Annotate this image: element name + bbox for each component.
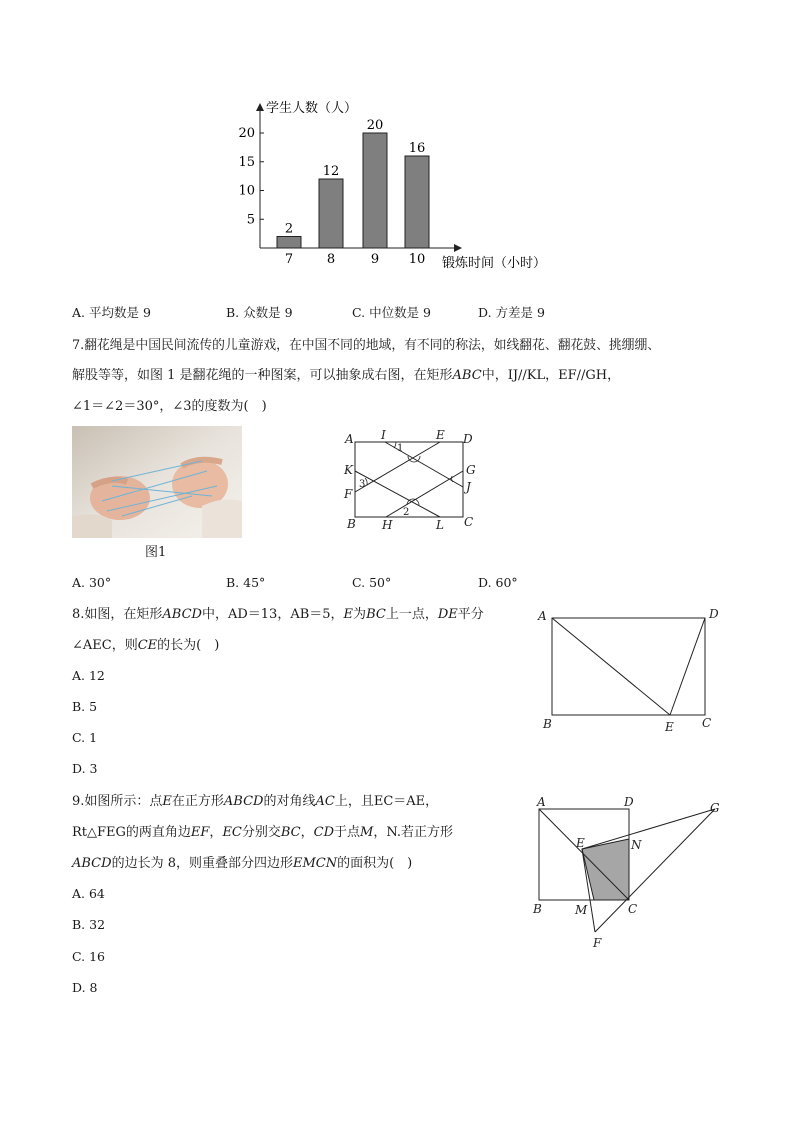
q8-option-d: D. 3 — [72, 761, 98, 776]
label-b: B — [347, 517, 356, 531]
bar-value-label: 2 — [284, 221, 294, 237]
y-tick-label: 10 — [238, 183, 255, 199]
q7-line-1: 7.翻花绳是中国民间流传的儿童游戏，在中国不同的地域，有不同的称法，如线翻花、翻花鼓、挑绷绷、 — [72, 338, 661, 353]
label-c: C — [464, 515, 474, 529]
label-g: G — [466, 463, 476, 477]
rectangle-abcd — [552, 618, 705, 715]
q7-line-2: 解股等等，如图 1 是翻花绳的一种图案，可以抽象成右图，在矩形ABC中，IJ//KL，EF//GH， — [72, 368, 621, 383]
label-i: I — [381, 428, 386, 442]
q9-option-a: A. 64 — [72, 886, 105, 901]
x-axis-label: 锻炼时间（小时） — [442, 256, 547, 271]
q9-line-2: Rt△FEG的两直角边EF，EC分别交BC，CD于点M，N.若正方形 — [72, 825, 454, 840]
q8-figure — [535, 603, 730, 738]
segment-ae — [552, 618, 670, 715]
label-n: N — [631, 838, 642, 852]
q8-option-c: C. 1 — [72, 730, 98, 745]
label-d: D — [709, 607, 719, 621]
bar-9 — [363, 133, 387, 248]
photo-caption: 图1 — [145, 545, 167, 560]
label-b: B — [543, 717, 552, 731]
q9-line-3: ABCD的边长为 8，则重叠部分四边形EMCN的面积为( ) — [72, 856, 413, 871]
q7-option-b: B. 45° — [226, 575, 266, 590]
x-tick-label: 9 — [370, 252, 380, 267]
y-tick-label: 5 — [246, 212, 255, 228]
bar-value-label: 20 — [366, 118, 384, 133]
x-tick-label: 10 — [408, 252, 426, 267]
y-tick-label: 20 — [238, 126, 255, 141]
y-tick-label: 15 — [238, 154, 255, 170]
q8-option-b: B. 5 — [72, 699, 98, 714]
q7-option-d: D. 60° — [478, 575, 518, 590]
bar-7 — [277, 237, 301, 249]
label-d: D — [624, 795, 634, 809]
q9-option-c: C. 16 — [72, 949, 105, 964]
label-e: E — [665, 720, 674, 734]
q7-line-3: ∠1＝∠2＝30°，∠3的度数为( ) — [72, 399, 267, 414]
label-f: F — [344, 487, 353, 501]
q8-line-2: ∠AEC，则CE的长为( ) — [72, 638, 220, 653]
angle-2: 2 — [403, 507, 410, 518]
q7-figure — [340, 426, 480, 536]
q9-option-b: B. 32 — [72, 917, 106, 932]
x-tick-label: 7 — [284, 252, 294, 267]
bar-chart — [230, 95, 570, 280]
q9-figure — [530, 793, 730, 953]
label-h: H — [382, 518, 393, 532]
label-a: A — [538, 609, 547, 623]
q7-option-c: C. 50° — [352, 575, 392, 590]
q6-option-c: C. 中位数是 9 — [352, 305, 431, 320]
q6-option-b: B. 众数是 9 — [226, 305, 293, 320]
label-f: F — [593, 936, 602, 950]
x-tick-label: 8 — [326, 252, 336, 267]
q7-option-a: A. 30° — [72, 575, 112, 590]
q8-line-1: 8.如图，在矩形ABCD中，AD＝13，AB＝5，E为BC上一点，DE平分 — [72, 607, 484, 622]
angle-1: 1 — [397, 443, 404, 454]
q9-option-d: D. 8 — [72, 980, 98, 995]
bar-value-label: 16 — [408, 141, 426, 156]
label-l: L — [436, 518, 444, 532]
label-g: G — [710, 801, 720, 815]
q6-option-d: D. 方差是 9 — [478, 305, 545, 320]
label-m: M — [575, 903, 588, 917]
label-e: E — [576, 836, 585, 850]
label-a: A — [537, 795, 546, 809]
label-j: J — [466, 480, 471, 494]
bar-8 — [319, 179, 343, 248]
angle-3: 3 — [359, 479, 366, 490]
label-e: E — [436, 428, 445, 442]
label-d: D — [463, 432, 473, 446]
q9-line-1: 9.如图所示：点E在正方形ABCD的对角线AC上，且EC＝AE， — [72, 794, 439, 809]
bar-value-label: 12 — [322, 164, 340, 179]
label-c: C — [702, 716, 712, 730]
label-k: K — [344, 463, 353, 477]
q8-option-a: A. 12 — [72, 668, 105, 683]
label-c: C — [628, 902, 638, 916]
cats-cradle-photo — [72, 426, 242, 538]
label-a: A — [345, 432, 354, 446]
label-b: B — [533, 902, 542, 916]
y-axis-label: 学生人数（人） — [266, 101, 358, 116]
q6-option-a: A. 平均数是 9 — [72, 305, 151, 320]
bar-10 — [405, 156, 429, 248]
segment-de — [670, 618, 705, 715]
